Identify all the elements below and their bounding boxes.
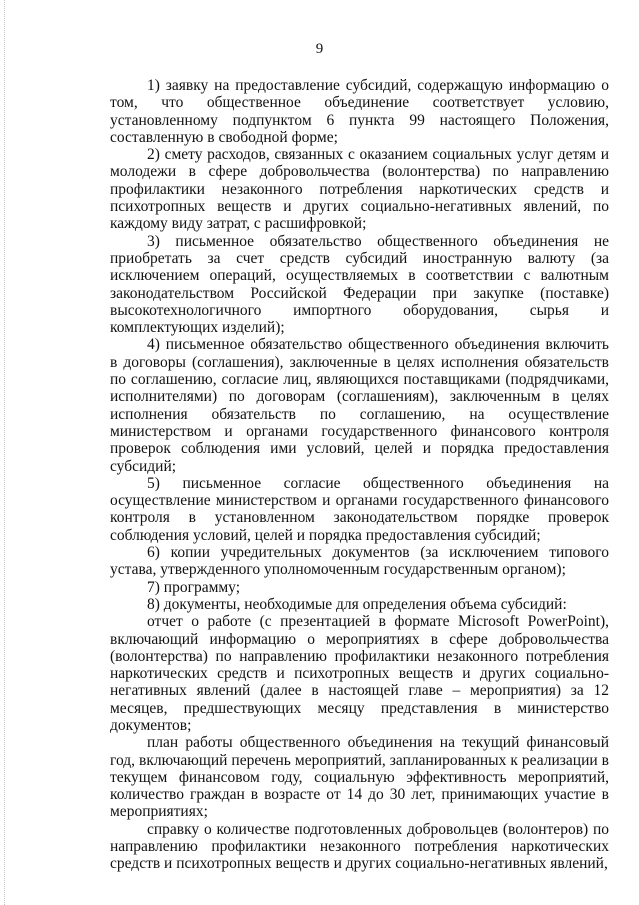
page-number: 9 [315, 41, 324, 57]
paragraph-volunteers-certificate: справку о количестве подготовленных добровольцев (волонтеров) по направлению профилактики незаконного потребления наркотических средств и психотропных веществ и других социально-негативных явлений, [110, 820, 609, 873]
paragraph-item-7: 7) программу; [147, 578, 241, 596]
paragraph-work-plan: план работы общественного объединения на текущий финансовый год, включающий перечень мероприятий, запланированных к реализации в текущем финансовом году, социальную эффективность мероприятий, количество граждан в возрасте от 14 до 30 лет, принимающих участие в мероприятиях; [110, 734, 609, 821]
paragraph-item-6: 6) копии учредительных документов (за исключением типового устава, утвержденного уполномоченным государственным органом); [110, 544, 609, 579]
document-body [110, 77, 609, 873]
paragraph-item-8: 8) документы, необходимые для определения объема субсидий: [147, 595, 567, 613]
paragraph-report: отчет о работе (с презентацией в формате Microsoft PowerPoint), включающий информацию о мероприятиях в сфере добровольчества (волонтерства) по направлению профилактики незаконного потребления наркотических средств и психотропных веществ и других социально-негативных явлений (далее в настоящей главе – мероприятия) за 12 месяцев, предшествующих месяцу представления в министерство документов; [110, 613, 609, 734]
paragraph-item-2: 2) смету расходов, связанных с оказанием социальных услуг детям и молодежи в сфере добровольчества (волонтерства) по направлению профилактики незаконного потребления наркотических средств и психотропных веществ и других социально-негативных явлений, по каждому виду затрат, с расшифровкой; [110, 146, 609, 233]
paragraph-item-5: 5) письменное согласие общественного объединения на осуществление министерством и органами государственного финансового контроля в установленном законодательством порядке проверок соблюдения условий, целей и порядка предоставления субсидий; [110, 474, 609, 544]
paragraph-item-1: 1) заявку на предоставление субсидий, содержащую информацию о том, что общественное объединение соответствует условию, установленному подпунктом 6 пункта 99 настоящего Положения, составленную в свободной форме; [110, 77, 609, 146]
scan-edge-line [4, 0, 5, 905]
paragraph-item-4: 4) письменное обязательство общественного объединения включить в договоры (соглашения), заключенные в целях исполнения обязательств по соглашению, согласие лиц, являющихся поставщиками (подрядчиками, исполнителями) по договорам (соглашениям), заключенным в целях исполнения обязательств по соглашению, на осуществление министерством и органами государственного финансового контроля проверок соблюдения ими условий, целей и порядка предоставления субсидий; [110, 336, 609, 475]
paragraph-item-3: 3) письменное обязательство общественного объединения не приобретать за счет средств субсидий иностранную валюту (за исключением операций, осуществляемых в соответствии с валютным законодательством Российской Федерации при закупке (поставке) высокотехнологичного импортного оборудования, сырья и комплектующих изделий); [110, 232, 609, 337]
